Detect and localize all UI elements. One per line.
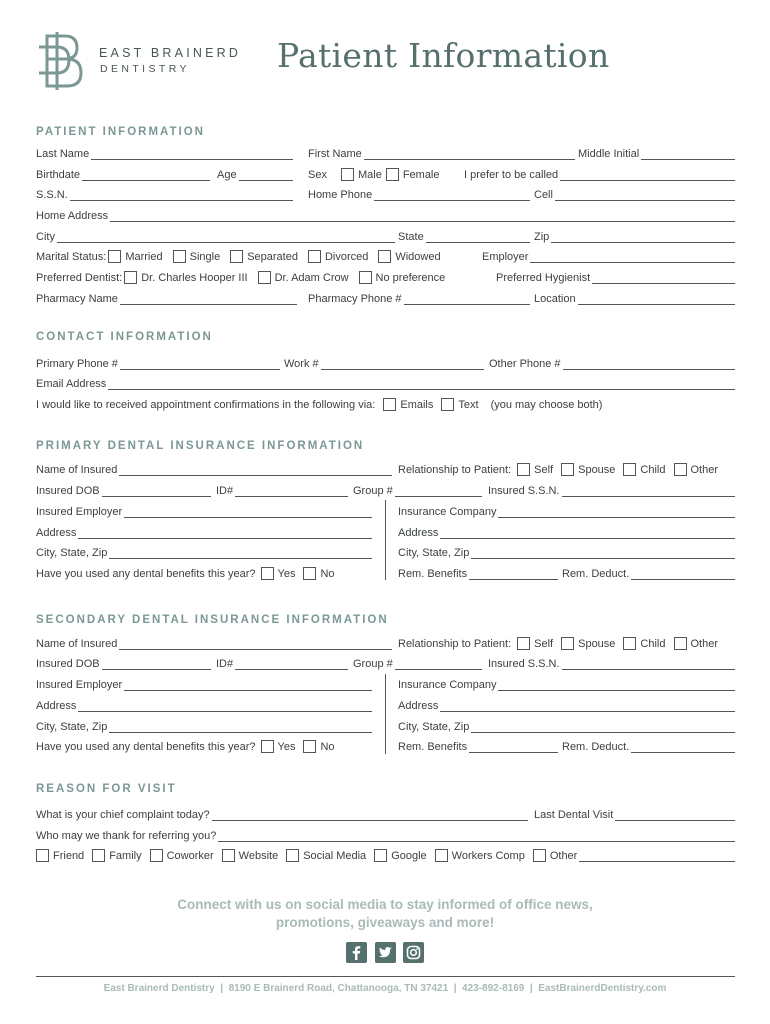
confirmation-label: I would like to received appointment confirmations in the following via: [36,399,376,411]
primary-insurance-company-label: Insurance Company [398,506,497,518]
state-field[interactable] [426,231,530,243]
primary-company-address-label: Address [398,527,439,539]
emails-label: Emails [400,398,434,411]
single-label: Single [189,250,221,263]
marital-status-label: Marital Status: [36,251,107,263]
primary-id-label: ID# [216,485,234,497]
primary-used-benefits-label: Have you used any dental benefits this year? [36,568,256,580]
primary-phone-field[interactable] [120,358,280,370]
secondary-other-checkbox[interactable] [674,637,687,650]
secondary-insured-ssn-field[interactable] [562,658,735,670]
male-checkbox[interactable] [341,168,354,181]
preferred-hygienist-label: Preferred Hygienist [496,272,591,284]
dentist-hooper-checkbox[interactable] [124,271,137,284]
secondary-insured-dob-label: Insured DOB [36,658,100,670]
secondary-child-checkbox[interactable] [623,637,636,650]
secondary-group-field[interactable] [395,658,482,670]
divorced-label: Divorced [324,250,369,263]
secondary-company-address-label: Address [398,700,439,712]
secondary-self-label: Self [534,637,554,650]
primary-name-insured-label: Name of Insured [36,464,118,476]
referral-friend-checkbox[interactable] [36,849,49,862]
secondary-id-label: ID# [216,658,234,670]
preferred-name-label: I prefer to be called [464,169,559,181]
referral-coworker-label: Coworker [166,849,214,862]
secondary-child-label: Child [640,637,666,650]
facebook-icon[interactable] [346,942,367,963]
secondary-insurance-company-label: Insurance Company [398,679,497,691]
widowed-checkbox[interactable] [378,250,391,263]
dentist-crow-label: Dr. Adam Crow [274,271,349,284]
referral-workers-comp-label: Workers Comp [451,849,525,862]
secondary-insured-employer-field[interactable] [124,679,372,691]
secondary-employer-address-label: Address [36,700,77,712]
secondary-employer-city-label: City, State, Zip [36,721,108,733]
primary-insured-dob-label: Insured DOB [36,485,100,497]
text-checkbox[interactable] [441,398,454,411]
male-label: Male [357,168,382,181]
home-address-field[interactable] [110,210,735,222]
email-label: Email Address [36,378,107,390]
preferred-dentist-label: Preferred Dentist: [36,272,123,284]
referral-website-label: Website [238,849,279,862]
cell-field[interactable] [555,189,735,201]
employer-field[interactable] [530,251,735,263]
referral-label: Who may we thank for referring you? [36,830,217,842]
emails-checkbox[interactable] [383,398,396,411]
primary-relationship-label: Relationship to Patient: [398,464,512,476]
secondary-group-label: Group # [353,658,393,670]
primary-spouse-checkbox[interactable] [561,463,574,476]
primary-child-label: Child [640,463,666,476]
home-phone-field[interactable] [374,189,530,201]
referral-friend-label: Friend [53,849,85,862]
referral-field[interactable] [218,830,735,842]
age-label: Age [217,169,237,181]
primary-company-address-field[interactable] [440,527,735,539]
primary-self-label: Self [534,463,554,476]
birthdate-label: Birthdate [36,169,81,181]
no-preference-checkbox[interactable] [359,271,372,284]
secondary-spouse-checkbox[interactable] [561,637,574,650]
referral-workers-comp-checkbox[interactable] [435,849,448,862]
city-label: City [36,231,55,243]
zip-label: Zip [534,231,550,243]
divorced-checkbox[interactable] [308,250,321,263]
secondary-rem-deduct-label: Rem. Deduct. [562,741,630,753]
preferred-hygienist-field[interactable] [592,272,735,284]
twitter-icon[interactable] [375,942,396,963]
married-checkbox[interactable] [108,250,121,263]
widowed-label: Widowed [395,250,441,263]
referral-other-field[interactable] [579,850,735,862]
primary-insured-dob-field[interactable] [102,485,211,497]
primary-yes-label: Yes [277,567,296,580]
secondary-insured-ssn-label: Insured S.S.N. [488,658,560,670]
referral-other-checkbox[interactable] [533,849,546,862]
separated-checkbox[interactable] [230,250,243,263]
primary-other-checkbox[interactable] [674,463,687,476]
secondary-rem-deduct-field[interactable] [631,741,735,753]
primary-insured-ssn-label: Insured S.S.N. [488,485,560,497]
primary-phone-label: Primary Phone # [36,358,118,370]
primary-id-field[interactable] [235,485,348,497]
primary-yes-checkbox[interactable] [261,567,274,580]
secondary-company-city-label: City, State, Zip [398,721,470,733]
secondary-employer-city-field[interactable] [109,721,372,733]
primary-rem-benefits-label: Rem. Benefits [398,568,468,580]
primary-insured-employer-label: Insured Employer [36,506,123,518]
secondary-other-label: Other [690,637,719,650]
secondary-company-address-field[interactable] [440,700,735,712]
section-heading-contact: CONTACT INFORMATION [36,331,213,343]
secondary-used-benefits-label: Have you used any dental benefits this year? [36,741,256,753]
primary-rem-deduct-field[interactable] [631,568,735,580]
referral-social-media-checkbox[interactable] [286,849,299,862]
primary-employer-address-field[interactable] [78,527,372,539]
middle-initial-field[interactable] [641,148,735,160]
sex-label: Sex [308,169,327,181]
primary-group-field[interactable] [395,485,482,497]
primary-other-label: Other [690,463,719,476]
referral-website-checkbox[interactable] [222,849,235,862]
primary-no-label: No [320,567,335,580]
secondary-name-insured-label: Name of Insured [36,638,118,650]
pharmacy-phone-label: Pharmacy Phone # [308,293,402,305]
first-name-field[interactable] [364,148,575,160]
secondary-spouse-label: Spouse [578,637,616,650]
dentist-crow-checkbox[interactable] [258,271,271,284]
secondary-id-field[interactable] [235,658,348,670]
primary-employer-city-field[interactable] [109,547,372,559]
last-dental-visit-field[interactable] [615,809,735,821]
last-dental-visit-label: Last Dental Visit [534,809,614,821]
other-phone-field[interactable] [563,358,735,370]
secondary-yes-label: Yes [277,740,296,753]
city-field[interactable] [57,231,395,243]
section-heading-reason-for-visit: REASON FOR VISIT [36,783,177,795]
last-name-field[interactable] [91,148,293,160]
page-title: Patient Information [277,36,610,75]
pharmacy-name-field[interactable] [120,293,297,305]
age-field[interactable] [239,169,293,181]
chief-complaint-field[interactable] [212,809,528,821]
secondary-insured-employer-label: Insured Employer [36,679,123,691]
ssn-label: S.S.N. [36,189,68,201]
secondary-self-checkbox[interactable] [517,637,530,650]
section-heading-primary-insurance: PRIMARY DENTAL INSURANCE INFORMATION [36,440,365,452]
referral-coworker-checkbox[interactable] [150,849,163,862]
referral-other-label: Other [549,849,578,862]
footer-contact-info: East Brainerd Dentistry | 8190 E Brainerd Road, Chattanooga, TN 37421 | 423-892-8169 | EastBrainerdDentistry.com [103,983,667,994]
secondary-no-checkbox[interactable] [303,740,316,753]
primary-self-checkbox[interactable] [517,463,530,476]
instagram-icon[interactable] [403,942,424,963]
home-address-label: Home Address [36,210,109,222]
secondary-employer-address-field[interactable] [78,700,372,712]
location-label: Location [534,293,576,305]
secondary-no-label: No [320,740,335,753]
pharmacy-phone-field[interactable] [404,293,530,305]
birthdate-field[interactable] [82,169,210,181]
other-phone-label: Other Phone # [489,358,561,370]
last-name-label: Last Name [36,148,90,160]
primary-company-city-field[interactable] [471,547,735,559]
ssn-field[interactable] [70,189,293,201]
secondary-yes-checkbox[interactable] [261,740,274,753]
first-name-label: First Name [308,148,362,160]
choose-both-note: (you may choose both) [490,399,603,411]
section-heading-patient: PATIENT INFORMATION [36,126,205,138]
brand-subtitle: DENTISTRY [100,63,190,75]
primary-no-checkbox[interactable] [303,567,316,580]
brand-name: EAST BRAINERD [99,46,242,60]
referral-social-media-label: Social Media [303,849,367,862]
married-label: Married [125,250,163,263]
primary-group-label: Group # [353,485,393,497]
referral-family-label: Family [109,849,142,862]
secondary-company-city-field[interactable] [471,721,735,733]
location-field[interactable] [578,293,735,305]
primary-child-checkbox[interactable] [623,463,636,476]
referral-family-checkbox[interactable] [92,849,105,862]
no-preference-label: No preference [375,271,446,284]
secondary-rem-benefits-field[interactable] [469,741,558,753]
primary-name-insured-field[interactable] [119,464,392,476]
text-label: Text [458,398,479,411]
chief-complaint-label: What is your chief complaint today? [36,809,210,821]
secondary-relationship-label: Relationship to Patient: [398,638,512,650]
zip-field[interactable] [551,231,735,243]
east-brainerd-logo-icon [37,30,93,92]
separated-label: Separated [247,250,298,263]
social-message-line2: promotions, giveaways and more! [275,915,495,930]
footer-divider [36,976,735,977]
preferred-name-field[interactable] [560,169,735,181]
female-checkbox[interactable] [386,168,399,181]
cell-label: Cell [534,189,553,201]
state-label: State [398,231,424,243]
female-label: Female [402,168,440,181]
primary-insurance-company-field[interactable] [498,506,735,518]
social-message-line1: Connect with us on social media to stay informed of office news, [177,897,593,912]
pharmacy-name-label: Pharmacy Name [36,293,118,305]
primary-spouse-label: Spouse [578,463,616,476]
primary-insured-ssn-field[interactable] [562,485,735,497]
dentist-hooper-label: Dr. Charles Hooper III [141,271,248,284]
section-heading-secondary-insurance: SECONDARY DENTAL INSURANCE INFORMATION [36,614,389,626]
middle-initial-label: Middle Initial [578,148,640,160]
primary-employer-city-label: City, State, Zip [36,547,108,559]
work-phone-field[interactable] [321,358,484,370]
work-phone-label: Work # [284,358,319,370]
secondary-rem-benefits-label: Rem. Benefits [398,741,468,753]
employer-label: Employer [482,251,529,263]
referral-google-label: Google [391,849,427,862]
primary-rem-benefits-field[interactable] [469,568,558,580]
home-phone-label: Home Phone [308,189,373,201]
email-field[interactable] [108,378,735,390]
primary-insured-employer-field[interactable] [124,506,372,518]
secondary-name-insured-field[interactable] [119,638,392,650]
primary-rem-deduct-label: Rem. Deduct. [562,568,630,580]
primary-employer-address-label: Address [36,527,77,539]
secondary-insured-dob-field[interactable] [102,658,211,670]
secondary-insurance-company-field[interactable] [498,679,735,691]
referral-google-checkbox[interactable] [374,849,387,862]
single-checkbox[interactable] [173,250,186,263]
primary-company-city-label: City, State, Zip [398,547,470,559]
